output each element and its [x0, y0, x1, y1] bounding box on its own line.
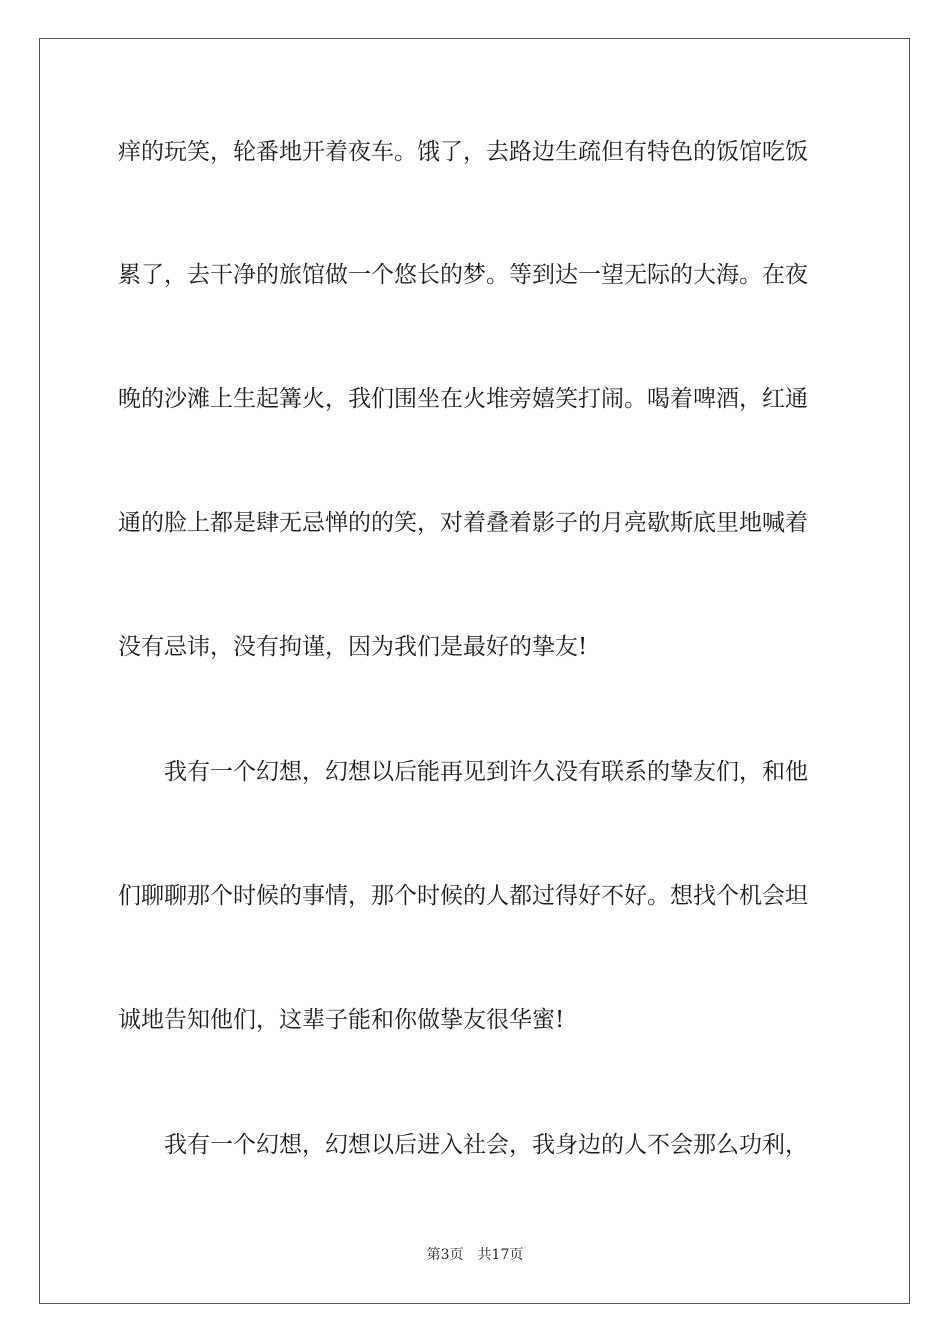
body-text-line: 累了，去干净的旅馆做一个悠长的梦。等到达一望无际的大海。在夜 — [118, 262, 808, 288]
body-text-line: 通的脸上都是肆无忌惮的的笑，对着叠着影子的月亮歇斯底里地喊着 — [118, 510, 808, 536]
paragraph-start-line: 我有一个幻想，幻想以后进入社会，我身边的人不会那么功利， — [164, 1132, 808, 1158]
body-text-line: 没有忌讳，没有拘谨，因为我们是最好的挚友! — [118, 634, 588, 660]
body-text-line: 们聊聊那个时候的事情，那个时候的人都过得好不好。想找个机会坦 — [118, 883, 808, 909]
body-text-line: 诚地告知他们，这辈子能和你做挚友很华蜜! — [118, 1007, 565, 1033]
page-number: 第3页 — [426, 1247, 464, 1263]
page-total: 共17页 — [477, 1247, 524, 1263]
body-text-line: 晚的沙滩上生起篝火，我们围坐在火堆旁嬉笑打闹。喝着啤酒，红通 — [118, 386, 808, 412]
body-text-line: 痒的玩笑，轮番地开着夜车。饿了，去路边生疏但有特色的饭馆吃饭 — [118, 139, 808, 165]
paragraph-start-line: 我有一个幻想，幻想以后能再见到许久没有联系的挚友们，和他 — [164, 759, 808, 785]
page-border — [39, 38, 910, 1304]
page-footer — [0, 1246, 950, 1264]
